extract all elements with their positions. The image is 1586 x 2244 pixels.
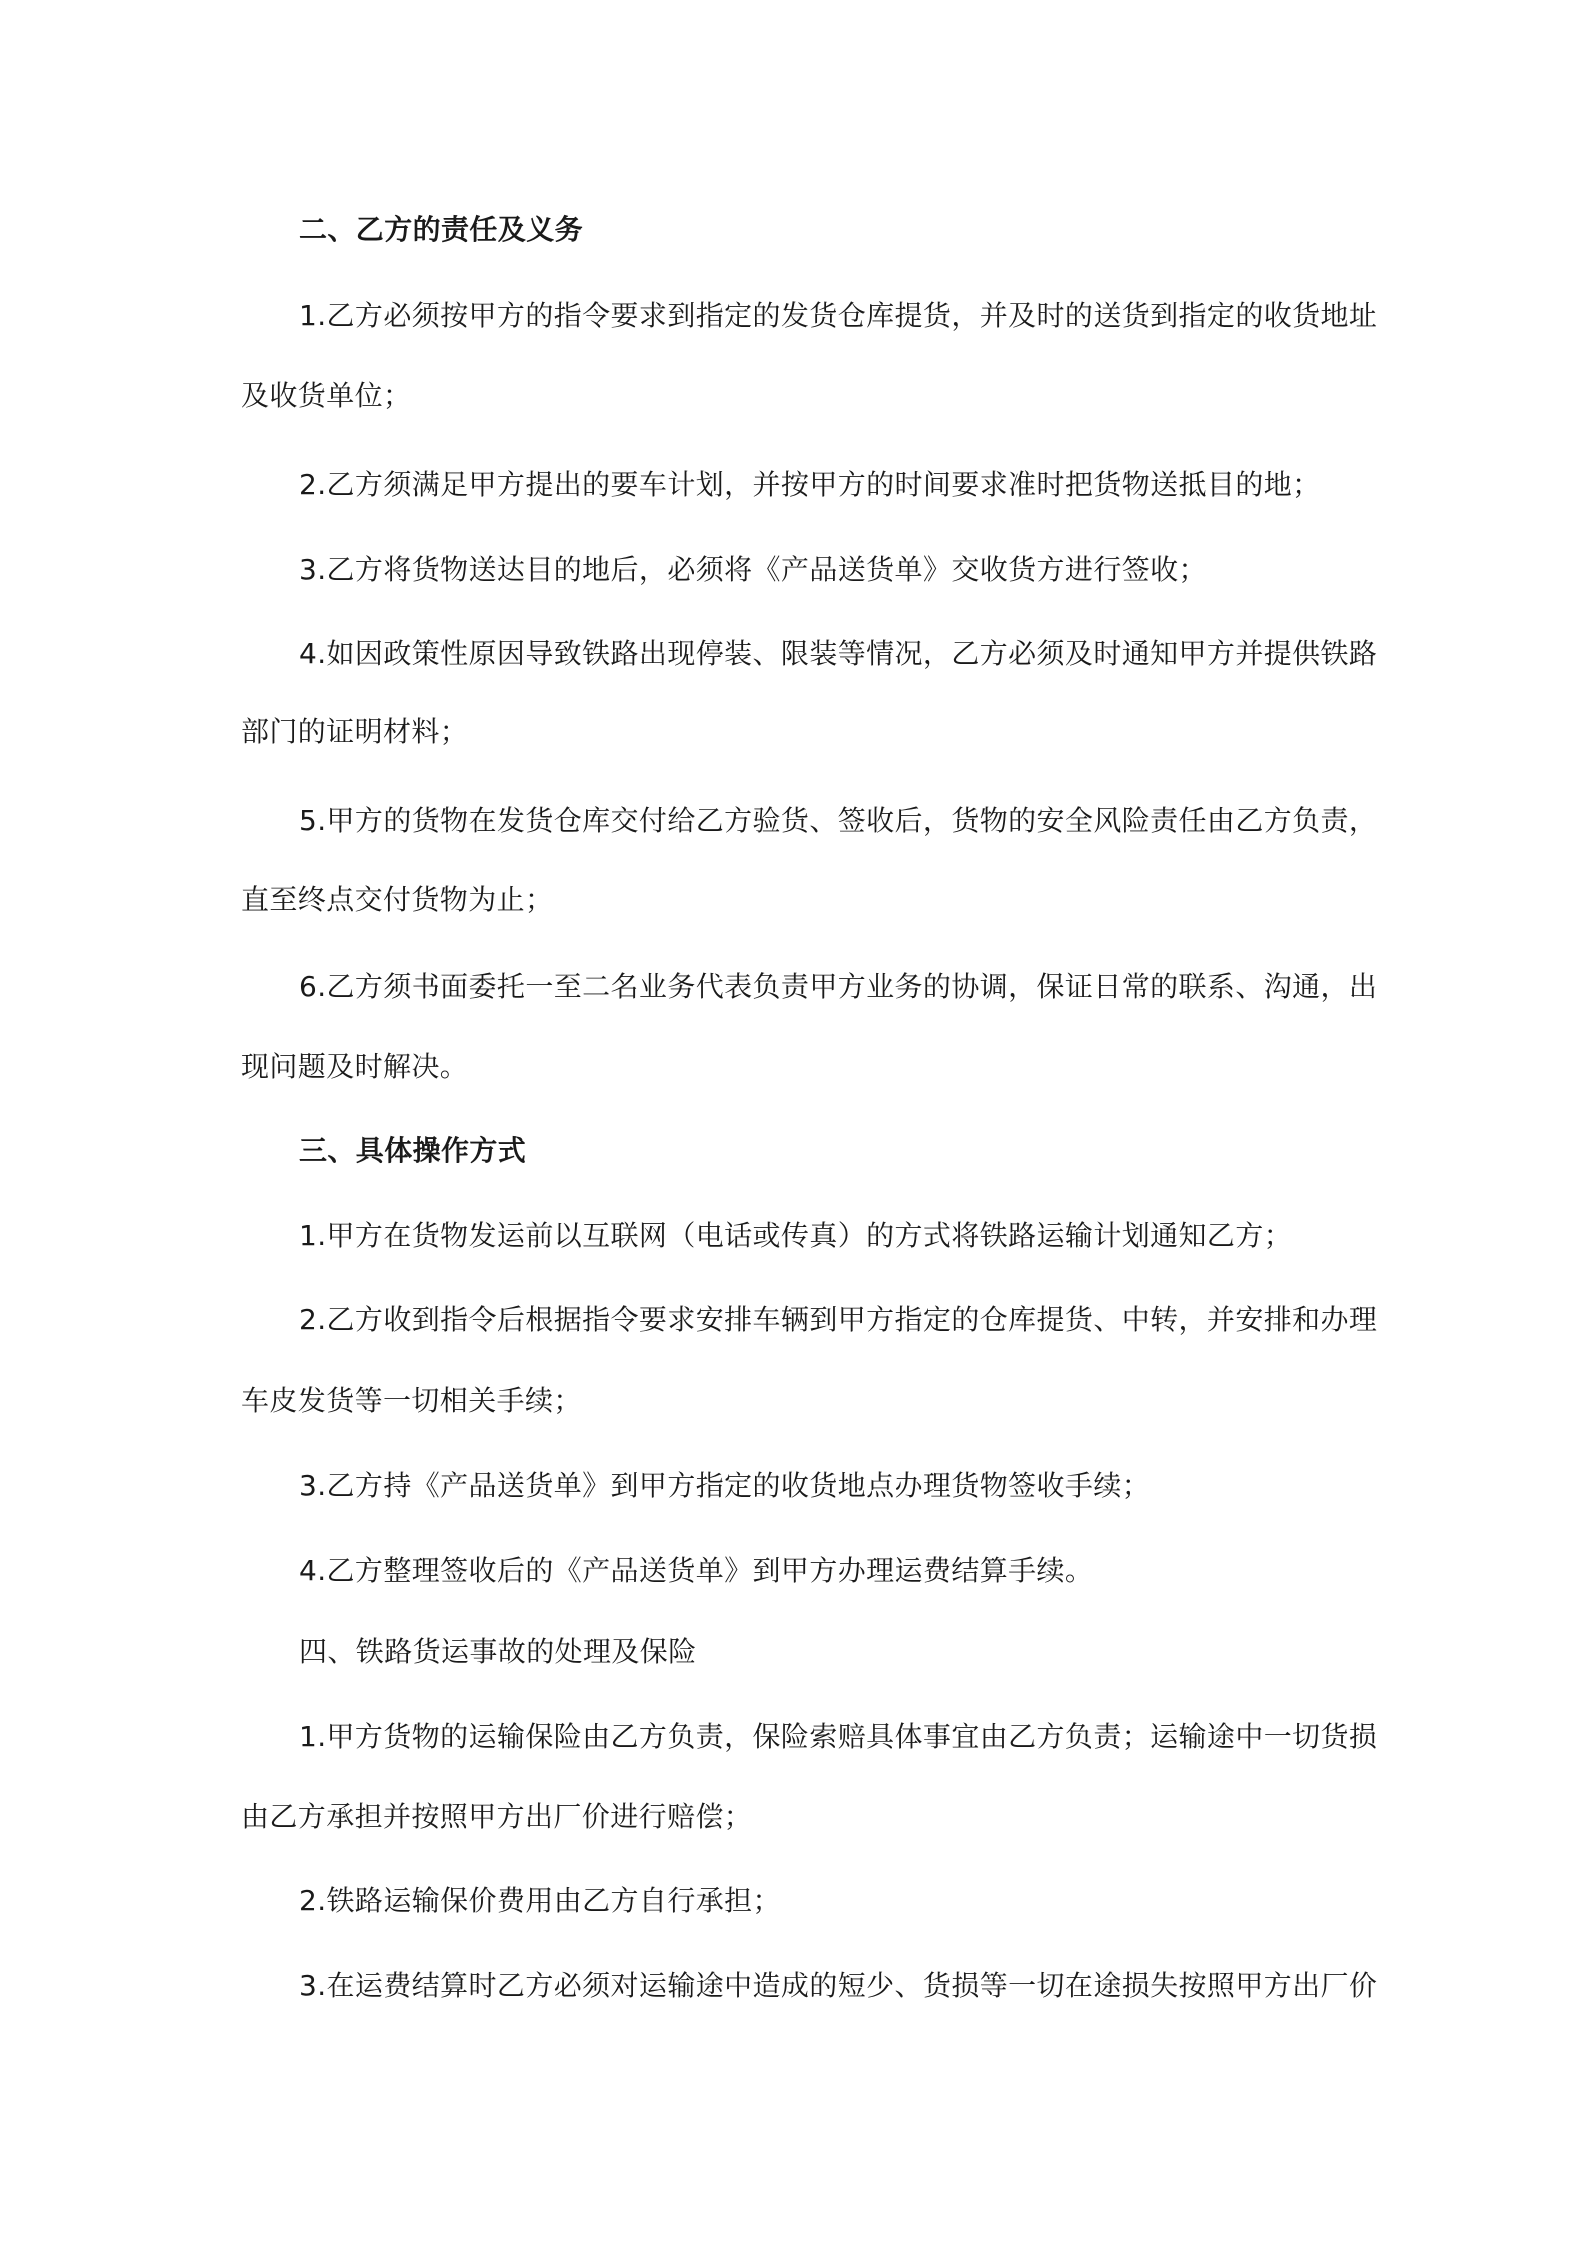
paragraph-2-5-line-1: 5.甲方的货物在发货仓库交付给乙方验货、签收后，货物的安全风险责任由乙方负责， <box>299 804 1378 837</box>
paragraph-3-2-line-2: 车皮发货等一切相关手续； <box>241 1384 582 1417</box>
paragraph-2-4-line-1: 4.如因政策性原因导致铁路出现停装、限装等情况，乙方必须及时通知甲方并提供铁路 <box>299 637 1378 670</box>
section-heading-3: 三、具体操作方式 <box>299 1134 527 1167</box>
paragraph-3-2-line-1: 2.乙方收到指令后根据指令要求安排车辆到甲方指定的仓库提货、中转，并安排和办理 <box>299 1303 1378 1336</box>
paragraph-3-1-line-1: 1.甲方在货物发运前以互联网（电话或传真）的方式将铁路运输计划通知乙方； <box>299 1219 1293 1252</box>
paragraph-3-3-line-1: 3.乙方持《产品送货单》到甲方指定的收货地点办理货物签收手续； <box>299 1469 1151 1502</box>
paragraph-4-1-line-2: 由乙方承担并按照甲方出厂价进行赔偿； <box>241 1800 753 1833</box>
paragraph-4-1-line-1: 1.甲方货物的运输保险由乙方负责，保险索赔具体事宜由乙方负责；运输途中一切货损 <box>299 1720 1378 1753</box>
paragraph-2-2-line-1: 2.乙方须满足甲方提出的要车计划，并按甲方的时间要求准时把货物送抵目的地； <box>299 468 1321 501</box>
paragraph-3-4-line-1: 4.乙方整理签收后的《产品送货单》到甲方办理运费结算手续。 <box>299 1554 1094 1587</box>
paragraph-2-1-line-1: 1.乙方必须按甲方的指令要求到指定的发货仓库提货，并及时的送货到指定的收货地址 <box>299 299 1378 332</box>
paragraph-2-1-line-2: 及收货单位； <box>241 379 412 412</box>
section-heading-4: 四、铁路货运事故的处理及保险 <box>299 1635 697 1668</box>
paragraph-2-4-line-2: 部门的证明材料； <box>241 715 469 748</box>
paragraph-2-3-line-1: 3.乙方将货物送达目的地后，必须将《产品送货单》交收货方进行签收； <box>299 553 1207 586</box>
paragraph-4-2-line-1: 2.铁路运输保价费用由乙方自行承担； <box>299 1884 781 1917</box>
paragraph-4-3-line-1: 3.在运费结算时乙方必须对运输途中造成的短少、货损等一切在途损失按照甲方出厂价 <box>299 1969 1378 2002</box>
paragraph-2-6-line-2: 现问题及时解决。 <box>241 1050 469 1083</box>
section-heading-2: 二、乙方的责任及义务 <box>299 213 584 246</box>
paragraph-2-5-line-2: 直至终点交付货物为止； <box>241 883 554 916</box>
paragraph-2-6-line-1: 6.乙方须书面委托一至二名业务代表负责甲方业务的协调，保证日常的联系、沟通，出 <box>299 970 1378 1003</box>
